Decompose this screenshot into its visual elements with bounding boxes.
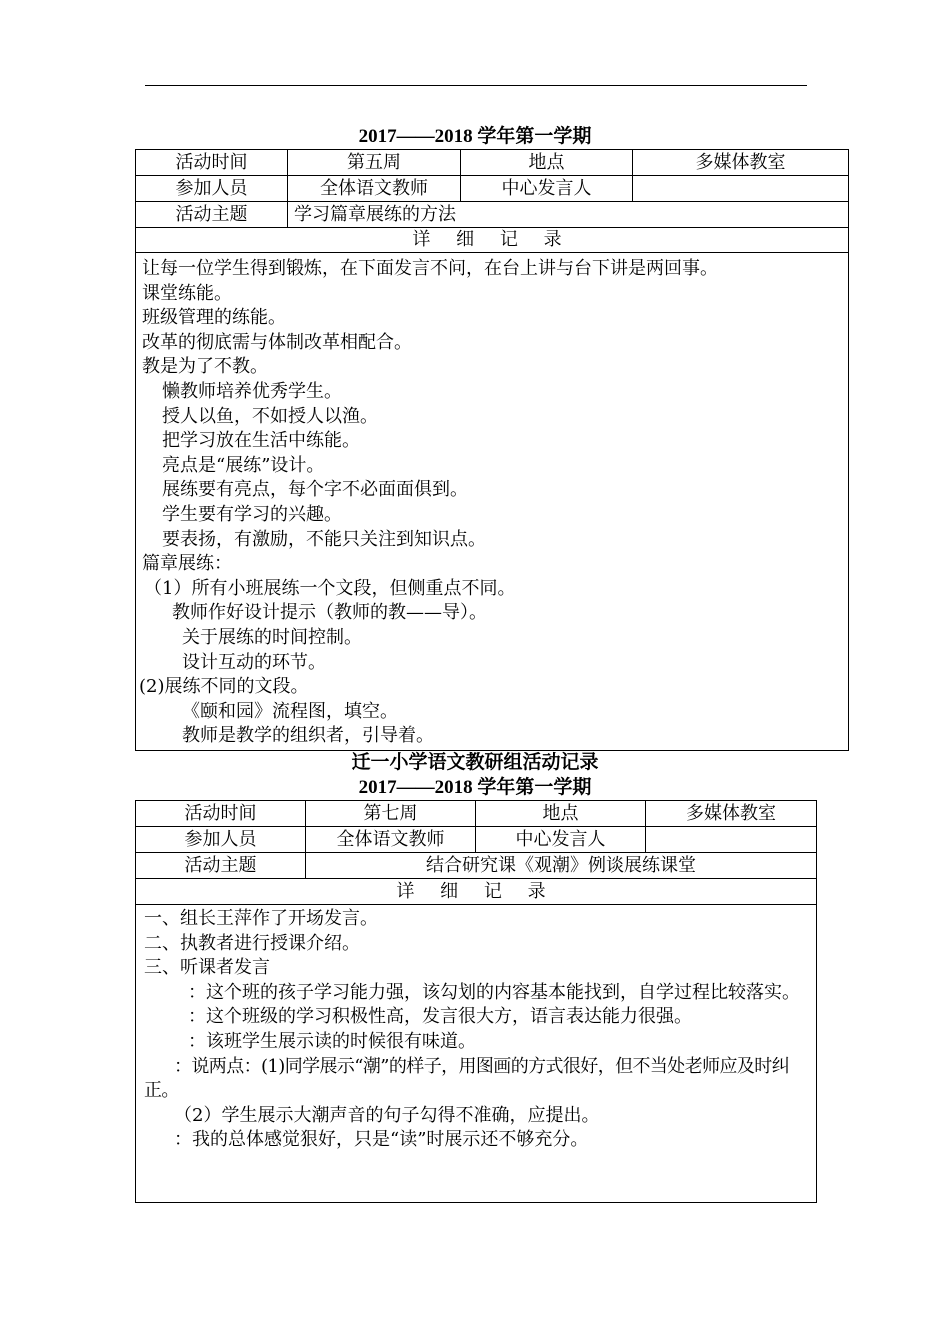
record1-line: 懒教师培养优秀学生。: [162, 380, 342, 402]
record1-line: (2)展练不同的文段。: [139, 676, 309, 698]
record2-line: ：这个班级的学习积极性高，发言很大方，语言表达能力很强。: [188, 1006, 692, 1028]
record1-detail-header: 详 细 记 录: [136, 228, 849, 253]
record2-line: ：我的总体感觉狠好，只是“读”时展示还不够充分。: [174, 1129, 589, 1151]
record2-line: ：该班学生展示读的时候很有味道。: [188, 1030, 476, 1052]
record1-line: 教师是教学的组织者，引导着。: [182, 725, 434, 747]
record1-line: 让每一位学生得到锻炼，在下面发言不问，在台上讲与台下讲是两回事。: [142, 258, 718, 279]
record1-line: 改革的彻底需与体制改革相配合。: [142, 331, 412, 353]
record2-people-value: 全体语文教师: [306, 827, 476, 853]
record2-table: [135, 800, 817, 1203]
record2-theme-label: 活动主题: [136, 853, 306, 879]
record2-line: （2）学生展示大潮声音的句子勾得不准确，应提出。: [174, 1104, 600, 1126]
record2-line: 三、听课者发言: [144, 957, 270, 979]
record2-detail-header: 详 细 记 录: [136, 879, 817, 905]
record2-line: ：说两点：(1)同学展示“潮”的样子，用图画的方式很好，但不当处老师应及时纠正。: [144, 1055, 790, 1102]
record1-line: 授人以鱼，不如授人以渔。: [162, 405, 378, 427]
record1-line: 设计互动的环节。: [182, 651, 326, 673]
record1-theme-value: 学习篇章展练的方法: [288, 202, 849, 228]
record2-line: ：这个班的孩子学习能力强，该勾划的内容基本能找到，自学过程比较落实。: [188, 981, 800, 1003]
record1-line: 把学习放在生活中练能。: [162, 430, 360, 452]
record2-place-label: 地点: [476, 801, 646, 827]
record1-line: 亮点是“展练”设计。: [162, 454, 325, 476]
record1-line: 《颐和园》流程图，填空。: [182, 700, 398, 722]
record1-line: 教师作好设计提示（教师的教——导）。: [172, 602, 487, 624]
record2-people-label: 参加人员: [136, 827, 306, 853]
record1-detail-body: [136, 253, 849, 751]
record1-line: 关于展练的时间控制。: [182, 626, 362, 648]
record2-time-label: 活动时间: [136, 801, 306, 827]
record1-people-label: 参加人员: [136, 176, 288, 202]
record1-term-title: 2017——2018 学年第一学期: [358, 126, 592, 147]
record1-time-value: 第五周: [288, 150, 461, 176]
record2-detail-body: [136, 905, 817, 1203]
record2-theme-value: 结合研究课《观潮》例谈展练课堂: [306, 853, 817, 879]
record1-place-label: 地点: [461, 150, 633, 176]
record1-theme-label: 活动主题: [136, 202, 288, 228]
record2-place-value: 多媒体教室: [646, 801, 817, 827]
record1-people-value: 全体语文教师: [288, 176, 461, 202]
record1-line: （1）所有小班展练一个文段，但侧重点不同。: [144, 577, 516, 599]
record1-line: 要表扬，有激励，不能只关注到知识点。: [162, 528, 486, 550]
record2-time-value: 第七周: [306, 801, 476, 827]
record2-heading: 迁一小学语文教研组活动记录: [351, 752, 599, 773]
record1-speaker-value: [633, 176, 849, 202]
record1-line: 课堂练能。: [142, 282, 232, 304]
record1-place-value: 多媒体教室: [633, 150, 849, 176]
record2-speaker-label: 中心发言人: [476, 827, 646, 853]
record1-table: [135, 149, 849, 751]
record2-term-title: 2017——2018 学年第一学期: [358, 777, 592, 798]
header-rule: [145, 85, 807, 86]
record1-time-label: 活动时间: [136, 150, 288, 176]
record1-line: 教是为了不教。: [142, 356, 268, 378]
record1-line: 班级管理的练能。: [142, 307, 286, 329]
record2-line: 二、执教者进行授课介绍。: [144, 932, 360, 954]
record1-line: 篇章展练：: [142, 553, 232, 575]
record1-speaker-label: 中心发言人: [461, 176, 633, 202]
record2-line: 一、组长王萍作了开场发言。: [144, 908, 378, 929]
record1-line: 学生要有学习的兴趣。: [162, 503, 342, 525]
record2-speaker-value: [646, 827, 817, 853]
record1-line: 展练要有亮点，每个字不必面面俱到。: [162, 479, 468, 501]
